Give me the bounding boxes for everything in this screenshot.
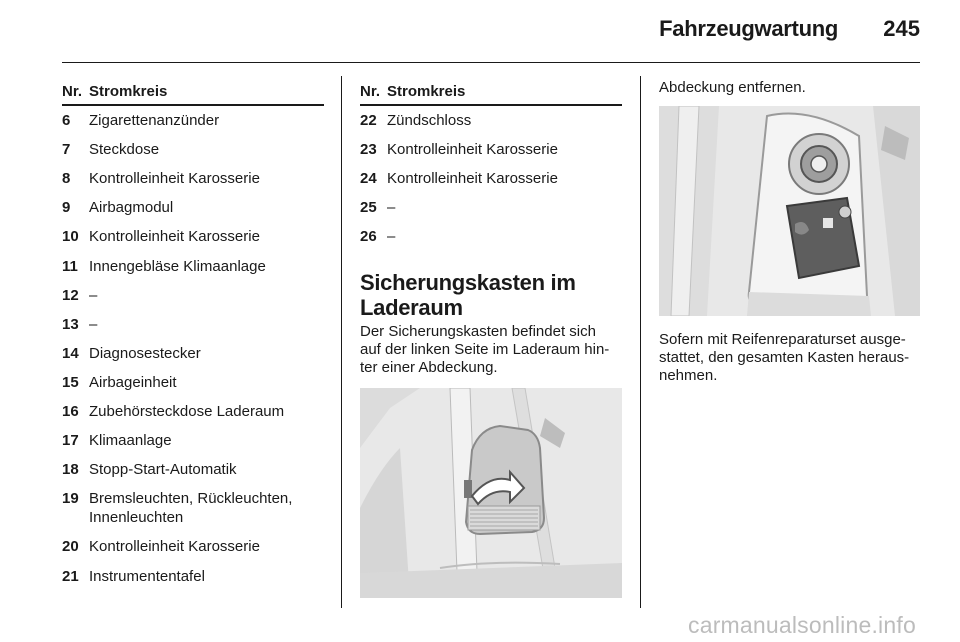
- circuit-description-line: Diagnosestecker: [89, 344, 201, 362]
- circuit-description: [89, 460, 324, 479]
- intro-line: Der Sicherungskasten befindet sich: [360, 323, 596, 340]
- circuit-description-line: Klimaanlage: [89, 432, 172, 450]
- circuit-description-line: –: [387, 199, 396, 217]
- circuit-description-line: Kontrolleinheit Karosserie: [89, 538, 260, 556]
- fuse-number: 16: [62, 403, 79, 420]
- fuse-number: 19: [62, 490, 79, 508]
- section-heading: [360, 270, 622, 320]
- table-header: [62, 78, 324, 106]
- circuit-description-line: –: [387, 228, 396, 246]
- cargo-cover-drawing: [360, 388, 622, 598]
- circuit-description-line: Kontrolleinheit Karosserie: [89, 170, 260, 188]
- fuse-table-middle: [360, 78, 622, 258]
- circuit-description: [89, 140, 324, 159]
- circuit-description-line: Airbageinheit: [89, 373, 177, 391]
- header-circuit: Stromkreis: [89, 83, 168, 100]
- column-divider-left: [341, 76, 342, 608]
- circuit-description-line: Instrumententafel: [89, 567, 205, 585]
- step-remove-box: [659, 331, 909, 385]
- circuit-description: [89, 315, 324, 334]
- fuse-box-illustration: [659, 106, 920, 316]
- section-intro: [360, 323, 609, 377]
- fuse-number: 23: [360, 141, 377, 159]
- intro-line: ter einer Abdeckung.: [360, 359, 498, 376]
- circuit-description-line: Stopp-Start-Automatik: [89, 461, 237, 479]
- fuse-number: 11: [62, 257, 78, 275]
- fuse-number: 8: [62, 170, 71, 188]
- circuit-description: [89, 111, 324, 130]
- circuit-description-line: –: [89, 315, 98, 333]
- fuse-number: 6: [62, 112, 71, 129]
- fuse-number: 7: [62, 141, 71, 159]
- fuse-number: 13: [62, 315, 79, 333]
- fuse-number: 12: [62, 286, 79, 304]
- fuse-number: 21: [62, 567, 79, 585]
- step-line: Sofern mit Reifenreparaturset ausge-: [659, 331, 906, 348]
- header-nr: Nr.: [62, 83, 83, 100]
- circuit-description: [89, 286, 324, 305]
- circuit-description-line: Kontrolleinheit Karosserie: [387, 170, 558, 188]
- fuse-box-drawing: [659, 106, 920, 316]
- fuse-number: 15: [62, 373, 79, 391]
- section-heading-line: Laderaum: [360, 295, 463, 320]
- chapter-title: Fahrzeugwartung: [659, 16, 838, 41]
- fuse-number: 9: [62, 199, 71, 217]
- circuit-description: [387, 198, 622, 217]
- circuit-description-line: Innenleuchten: [89, 509, 184, 527]
- circuit-description: [387, 111, 622, 130]
- section-heading-line: Sicherungskasten im: [360, 270, 576, 295]
- intro-line: auf der linken Seite im Laderaum hin-: [360, 341, 610, 358]
- step-line: stattet, den gesamten Kasten heraus-: [659, 349, 910, 366]
- step-line: Abdeckung entfernen.: [659, 79, 806, 96]
- fuse-number: 17: [62, 432, 79, 450]
- circuit-description-line: –: [89, 286, 98, 304]
- circuit-description-line: Innengebläse Klimaanlage: [89, 257, 266, 275]
- header-nr: Nr.: [360, 83, 381, 100]
- table-header: [360, 78, 622, 106]
- fuse-number: 25: [360, 199, 377, 217]
- fuse-number: 20: [62, 538, 79, 556]
- circuit-description: [89, 257, 324, 276]
- circuit-description: [387, 227, 622, 246]
- fuse-number: 14: [62, 344, 79, 362]
- circuit-description-line: Steckdose: [89, 141, 160, 159]
- circuit-description: [89, 431, 324, 450]
- fuse-table-left: [62, 78, 324, 598]
- circuit-description: [89, 567, 324, 586]
- circuit-description: [387, 169, 622, 188]
- circuit-description: [89, 537, 324, 556]
- circuit-description-line: Kontrolleinheit Karosserie: [89, 228, 260, 246]
- circuit-description-line: Zigarettenanzünder: [89, 112, 220, 129]
- fuse-number: 24: [360, 170, 377, 188]
- circuit-description-line: Zündschloss: [387, 112, 472, 129]
- fuse-number: 10: [62, 228, 79, 246]
- watermark: carmanualsonline.info: [688, 612, 916, 638]
- circuit-description-line: Bremsleuchten, Rückleuchten,: [89, 490, 293, 508]
- circuit-description: [89, 227, 324, 246]
- circuit-description: [89, 344, 324, 363]
- cargo-cover-illustration: [360, 388, 622, 598]
- step-line: nehmen.: [659, 367, 718, 384]
- circuit-description: [387, 140, 622, 159]
- fuse-number: 22: [360, 112, 377, 129]
- column-divider-right: [640, 76, 641, 608]
- fuse-number: 18: [62, 461, 79, 479]
- circuit-description: [89, 198, 324, 217]
- step-remove-cover: [659, 79, 806, 97]
- circuit-description: [89, 169, 324, 188]
- page-number: 245: [883, 16, 920, 41]
- circuit-description-line: Kontrolleinheit Karosserie: [387, 141, 558, 159]
- circuit-description: [89, 373, 324, 392]
- circuit-description-line: Zubehörsteckdose Laderaum: [89, 403, 285, 420]
- header-circuit: Stromkreis: [387, 83, 466, 100]
- circuit-description-line: Airbagmodul: [89, 199, 174, 217]
- circuit-description: [89, 402, 324, 421]
- page-header: [62, 0, 920, 63]
- circuit-description: [89, 489, 324, 527]
- fuse-number: 26: [360, 228, 377, 246]
